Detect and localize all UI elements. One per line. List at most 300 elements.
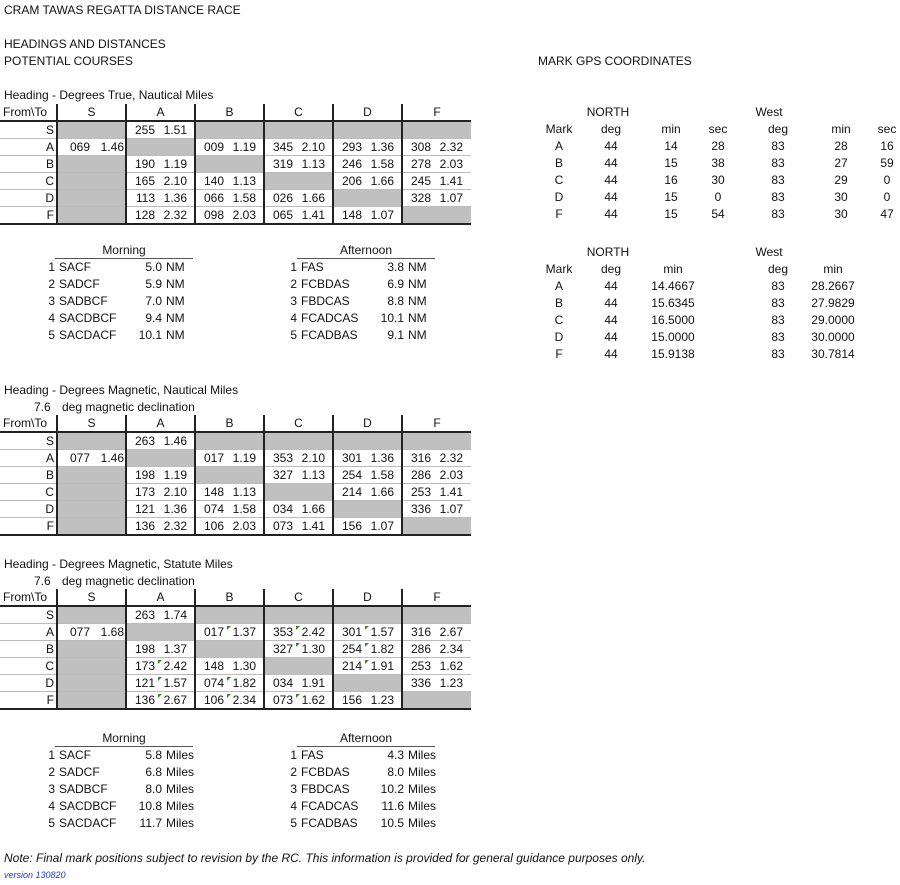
coordinate-value: 28 — [711, 139, 725, 153]
row-label-a: A — [0, 139, 57, 156]
heading-distance-cell — [126, 641, 195, 658]
empty-cell — [264, 606, 333, 624]
distance-value: 2.34 — [226, 692, 256, 708]
table-row — [0, 139, 471, 156]
course-distance: 8.8 — [387, 294, 404, 308]
course-route: SADCF — [59, 277, 100, 291]
coordinate-value: 44 — [604, 347, 618, 361]
morning-courses-miles — [0, 731, 200, 832]
course-route: FBDCAS — [301, 294, 350, 308]
coordinate-value: 30 — [711, 173, 725, 187]
row-label-f: F — [0, 518, 57, 536]
heading-distance-cell — [402, 190, 471, 207]
heading-distance-cell — [402, 173, 471, 190]
coordinate-value: 14.4667 — [651, 279, 695, 293]
empty-cell — [264, 121, 333, 139]
course-unit: Miles — [166, 816, 195, 830]
list-item — [242, 327, 442, 344]
heading-distance-cell — [57, 139, 126, 156]
heading-distance-cell — [126, 484, 195, 501]
distance-value: 1.41 — [439, 485, 463, 499]
column-header: sec — [877, 122, 897, 136]
west-label: West — [755, 245, 783, 259]
course-route: SACF — [59, 748, 92, 762]
heading-value: 173 — [134, 659, 155, 673]
distance-value: 1.13 — [301, 468, 325, 482]
comment-indicator-icon[interactable] — [227, 694, 231, 698]
column-header: deg — [600, 122, 622, 136]
heading-value: 198 — [134, 468, 155, 482]
distance-value: 1.91 — [301, 676, 325, 690]
distance-value: 1.07 — [439, 502, 463, 516]
row-label-c: C — [0, 658, 57, 675]
row-label-c: C — [0, 173, 57, 190]
mark-name: F — [555, 347, 563, 361]
distance-value: 1.36 — [163, 502, 187, 516]
course-unit: Miles — [408, 782, 437, 796]
coordinate-value: 47 — [880, 207, 894, 221]
heading-distance-cell — [264, 675, 333, 692]
course-list-title: Morning — [55, 243, 193, 259]
coordinate-value: 83 — [771, 313, 785, 327]
empty-cell — [57, 190, 126, 207]
column-header-f: F — [402, 589, 471, 606]
course-number: 5 — [290, 328, 297, 342]
empty-cell — [126, 139, 195, 156]
heading-value: 009 — [203, 140, 224, 154]
distance-value: 1.46 — [100, 140, 124, 154]
list-item — [242, 781, 442, 798]
course-route: FCBDAS — [301, 277, 350, 291]
course-unit: NM — [166, 277, 185, 291]
heading-value: 148 — [341, 208, 362, 222]
distance-value: 1.13 — [232, 174, 256, 188]
distance-value: 2.10 — [301, 140, 325, 154]
course-distance: 5.0 — [145, 260, 162, 274]
distance-value: 1.58 — [232, 502, 256, 516]
course-route: SADBCF — [59, 294, 108, 308]
row-label-a: A — [0, 624, 57, 641]
row-label-s: S — [0, 121, 57, 139]
west-label: West — [755, 105, 783, 119]
course-unit: NM — [166, 328, 185, 342]
heading-value: 263 — [134, 434, 155, 448]
heading-value: 077 — [69, 451, 90, 465]
distance-value: 1.57 — [157, 675, 187, 691]
empty-cell — [57, 156, 126, 173]
table-row — [0, 641, 471, 658]
course-unit: Miles — [166, 765, 195, 779]
heading-value: 026 — [272, 191, 293, 205]
heading-distance-cell — [195, 484, 264, 501]
coordinate-value: 83 — [771, 330, 785, 344]
list-item — [0, 259, 200, 276]
empty-cell — [402, 432, 471, 450]
column-header-s: S — [57, 415, 126, 432]
list-item — [242, 747, 442, 764]
comment-indicator-icon[interactable] — [296, 626, 300, 630]
list-item — [0, 815, 200, 832]
heading-distance-cell — [195, 501, 264, 518]
distance-value: 1.07 — [370, 208, 394, 222]
header-row — [0, 589, 471, 606]
empty-cell — [195, 432, 264, 450]
comment-indicator-icon[interactable] — [296, 643, 300, 647]
list-item — [0, 764, 200, 781]
list-item — [242, 276, 442, 293]
course-distance: 7.0 — [145, 294, 162, 308]
course-number: 5 — [48, 328, 55, 342]
distance-value: 1.23 — [370, 693, 394, 707]
heading-value: 255 — [134, 123, 155, 137]
distance-value: 1.13 — [232, 485, 256, 499]
heading-distance-cell — [264, 641, 333, 658]
course-distance: 6.8 — [145, 765, 162, 779]
heading-distance-cell — [264, 139, 333, 156]
empty-cell — [57, 501, 126, 518]
row-label-s: S — [0, 432, 57, 450]
heading-distance-cell — [402, 139, 471, 156]
heading-distance-cell — [402, 624, 471, 641]
distance-value: 1.19 — [232, 140, 256, 154]
course-number: 3 — [290, 294, 297, 308]
empty-cell — [402, 692, 471, 710]
heading-value: 136 — [134, 693, 155, 707]
table-mag-nm-title: Heading - Degrees Magnetic, Nautical Miles — [4, 383, 239, 397]
list-item — [242, 798, 442, 815]
heading-distance-cell — [195, 624, 264, 641]
course-route: FBDCAS — [301, 782, 350, 796]
course-route: FAS — [301, 260, 324, 274]
column-header-b: B — [195, 104, 264, 121]
heading-distance-cell — [333, 450, 402, 467]
heading-value: 156 — [341, 519, 362, 533]
heading-value: 148 — [203, 659, 224, 673]
comment-indicator-icon[interactable] — [227, 677, 231, 681]
distance-value: 2.67 — [157, 692, 187, 708]
distance-value: 1.82 — [364, 641, 394, 657]
course-list-title: Morning — [55, 731, 193, 747]
empty-cell — [57, 606, 126, 624]
distance-value: 1.19 — [163, 468, 187, 482]
course-unit: Miles — [408, 748, 437, 762]
coordinate-value: 44 — [604, 207, 618, 221]
afternoon-courses-miles — [242, 731, 442, 832]
heading-distance-cell — [402, 501, 471, 518]
heading-value: 353 — [272, 451, 293, 465]
course-number: 1 — [290, 748, 297, 762]
distance-value: 2.42 — [157, 658, 187, 674]
course-distance: 8.0 — [387, 765, 404, 779]
coordinate-value: 54 — [711, 207, 725, 221]
column-header-d: D — [333, 589, 402, 606]
course-distance: 8.0 — [145, 782, 162, 796]
distance-value: 1.58 — [232, 191, 256, 205]
coordinate-value: 83 — [771, 190, 785, 204]
course-distance: 6.9 — [387, 277, 404, 291]
heading-value: 263 — [134, 608, 155, 622]
course-number: 2 — [48, 277, 55, 291]
course-distance: 9.1 — [387, 328, 404, 342]
empty-cell — [195, 606, 264, 624]
coordinate-value: 0 — [883, 173, 891, 187]
heading-value: 190 — [134, 157, 155, 171]
table-row — [0, 467, 471, 484]
empty-cell — [57, 675, 126, 692]
empty-cell — [57, 121, 126, 139]
distance-value: 2.10 — [163, 485, 187, 499]
heading-table-magnetic-statute — [0, 589, 471, 710]
heading-distance-cell — [126, 518, 195, 536]
coordinate-value: 27 — [834, 156, 848, 170]
coordinate-value: 83 — [771, 347, 785, 361]
distance-value: 1.41 — [301, 208, 325, 222]
heading-table-true-nm — [0, 104, 471, 225]
empty-cell — [333, 432, 402, 450]
declination-value: 7.6 — [34, 574, 51, 588]
row-label-d: D — [0, 675, 57, 692]
distance-value: 1.66 — [301, 502, 325, 516]
heading-value: 278 — [410, 157, 431, 171]
distance-value: 1.46 — [100, 451, 124, 465]
course-unit: NM — [408, 260, 427, 274]
distance-value: 2.32 — [439, 451, 463, 465]
course-number: 2 — [48, 765, 55, 779]
heading-distance-cell — [264, 467, 333, 484]
declination-label: deg magnetic declination — [62, 400, 195, 414]
course-number: 3 — [290, 782, 297, 796]
coordinate-value: 44 — [604, 279, 618, 293]
coordinate-value: 15.6345 — [651, 296, 695, 310]
header-row — [0, 415, 471, 432]
gps-section-title: MARK GPS COORDINATES — [538, 54, 692, 68]
table-row — [0, 624, 471, 641]
heading-value: 214 — [341, 485, 362, 499]
mark-name: D — [554, 330, 564, 344]
heading-distance-cell — [333, 207, 402, 225]
heading-distance-cell — [126, 658, 195, 675]
column-header-d: D — [333, 415, 402, 432]
column-header-a: A — [126, 589, 195, 606]
table-row — [0, 606, 471, 624]
afternoon-courses-nm — [242, 243, 442, 344]
distance-value: 1.37 — [163, 642, 187, 656]
comment-indicator-icon[interactable] — [158, 660, 162, 664]
mark-name: A — [554, 139, 563, 153]
heading-value: 106 — [203, 519, 224, 533]
row-label-c: C — [0, 484, 57, 501]
empty-cell — [57, 692, 126, 710]
distance-value: 1.07 — [370, 519, 394, 533]
coordinate-value: 27.9829 — [811, 296, 855, 310]
empty-cell — [57, 207, 126, 225]
table-row — [0, 675, 471, 692]
heading-value: 148 — [203, 485, 224, 499]
list-item — [242, 310, 442, 327]
column-header-d: D — [333, 104, 402, 121]
heading-distance-cell — [195, 450, 264, 467]
heading-value: 065 — [272, 208, 293, 222]
course-number: 1 — [48, 260, 55, 274]
course-distance: 5.9 — [145, 277, 162, 291]
coordinate-value: 30 — [834, 207, 848, 221]
document-title: CRAM TAWAS REGATTA DISTANCE RACE — [4, 3, 241, 17]
heading-distance-cell — [402, 450, 471, 467]
course-unit: NM — [408, 294, 427, 308]
coordinate-value: 0 — [883, 190, 891, 204]
heading-distance-cell — [126, 692, 195, 710]
course-number: 5 — [48, 816, 55, 830]
distance-value: 1.62 — [295, 692, 325, 708]
course-number: 1 — [48, 748, 55, 762]
distance-value: 2.03 — [232, 208, 256, 222]
coordinate-value: 38 — [711, 156, 725, 170]
heading-value: 254 — [341, 642, 362, 656]
heading-value: 286 — [410, 642, 431, 656]
empty-cell — [195, 121, 264, 139]
course-unit: NM — [408, 311, 427, 325]
coordinate-value: 83 — [771, 279, 785, 293]
heading-value: 098 — [203, 208, 224, 222]
column-header: sec — [708, 122, 728, 136]
heading-distance-cell — [264, 450, 333, 467]
distance-value: 1.19 — [163, 157, 187, 171]
course-route: SADBCF — [59, 782, 108, 796]
column-header-c: C — [264, 589, 333, 606]
distance-value: 2.03 — [439, 468, 463, 482]
course-list-title: Afternoon — [297, 731, 435, 747]
heading-distance-cell — [57, 450, 126, 467]
comment-indicator-icon[interactable] — [158, 677, 162, 681]
comment-indicator-icon[interactable] — [365, 626, 369, 630]
list-item — [0, 798, 200, 815]
distance-value: 1.07 — [439, 191, 463, 205]
heading-value: 136 — [134, 519, 155, 533]
heading-distance-cell — [333, 658, 402, 675]
heading-distance-cell — [195, 139, 264, 156]
heading-value: 165 — [134, 174, 155, 188]
distance-value: 1.66 — [370, 485, 394, 499]
course-unit: NM — [166, 294, 185, 308]
heading-distance-cell — [333, 156, 402, 173]
distance-value: 1.66 — [301, 191, 325, 205]
heading-distance-cell — [333, 692, 402, 710]
heading-value: 128 — [134, 208, 155, 222]
row-label-f: F — [0, 207, 57, 225]
table-row — [0, 190, 471, 207]
heading-value: 246 — [341, 157, 362, 171]
column-header-c: C — [264, 104, 333, 121]
heading-value: 253 — [410, 485, 431, 499]
distance-value: 1.30 — [295, 641, 325, 657]
distance-value: 1.58 — [370, 157, 394, 171]
course-route: SACF — [59, 260, 92, 274]
distance-value: 2.34 — [439, 642, 463, 656]
coordinate-value: 83 — [771, 207, 785, 221]
course-number: 4 — [290, 311, 297, 325]
section-heading-headings: HEADINGS AND DISTANCES — [4, 37, 166, 51]
coordinate-value: 15 — [664, 156, 678, 170]
distance-value: 1.58 — [370, 468, 394, 482]
heading-distance-cell — [264, 156, 333, 173]
mark-name: C — [554, 313, 564, 327]
heading-value: 077 — [69, 625, 90, 639]
comment-indicator-icon[interactable] — [296, 694, 300, 698]
distance-value: 2.67 — [439, 625, 463, 639]
heading-distance-cell — [333, 139, 402, 156]
list-item — [0, 293, 200, 310]
comment-indicator-icon[interactable] — [158, 694, 162, 698]
distance-value: 2.32 — [163, 208, 187, 222]
heading-distance-cell — [333, 518, 402, 536]
table-row — [0, 207, 471, 225]
course-number: 2 — [290, 277, 297, 291]
heading-distance-cell — [126, 156, 195, 173]
course-number: 4 — [48, 311, 55, 325]
empty-cell — [333, 121, 402, 139]
coordinate-value: 83 — [771, 156, 785, 170]
coordinate-value: 83 — [771, 173, 785, 187]
course-number: 1 — [290, 260, 297, 274]
heading-value: 319 — [272, 157, 293, 171]
course-distance: 10.8 — [138, 799, 162, 813]
column-header-b: B — [195, 415, 264, 432]
comment-indicator-icon[interactable] — [365, 660, 369, 664]
heading-distance-cell — [126, 675, 195, 692]
column-header: min — [661, 122, 681, 136]
version-label: version 130820 — [4, 870, 66, 880]
heading-distance-cell — [126, 207, 195, 225]
comment-indicator-icon[interactable] — [365, 643, 369, 647]
disclaimer-note: Note: Final mark positions subject to revision by the RC. This information is provided for general guidance purposes only. — [4, 851, 646, 865]
heading-distance-cell — [126, 501, 195, 518]
heading-distance-cell — [126, 432, 195, 450]
course-distance: 5.8 — [145, 748, 162, 762]
distance-value: 1.91 — [364, 658, 394, 674]
coordinate-value: 44 — [604, 313, 618, 327]
empty-cell — [195, 641, 264, 658]
column-header: deg — [767, 122, 789, 136]
empty-cell — [57, 658, 126, 675]
column-header-a: A — [126, 104, 195, 121]
empty-cell — [57, 641, 126, 658]
heading-distance-cell — [333, 173, 402, 190]
gps-coordinates-dms — [530, 104, 900, 224]
distance-value: 1.82 — [226, 675, 256, 691]
distance-value: 1.36 — [163, 191, 187, 205]
course-route: SACDBCF — [59, 311, 117, 325]
course-number: 4 — [290, 799, 297, 813]
heading-distance-cell — [126, 190, 195, 207]
list-item — [242, 764, 442, 781]
column-header: Mark — [545, 122, 573, 136]
comment-indicator-icon[interactable] — [227, 626, 231, 630]
course-unit: Miles — [408, 765, 437, 779]
course-distance: 10.1 — [138, 328, 162, 342]
table-row — [0, 432, 471, 450]
heading-value: 316 — [410, 451, 431, 465]
empty-cell — [126, 624, 195, 641]
distance-value: 1.23 — [439, 676, 463, 690]
row-label-s: S — [0, 606, 57, 624]
heading-distance-cell — [402, 467, 471, 484]
distance-value: 1.46 — [163, 434, 187, 448]
coordinate-value: 16 — [880, 139, 894, 153]
course-unit: NM — [408, 277, 427, 291]
coordinate-value: 28 — [834, 139, 848, 153]
heading-value: 316 — [410, 625, 431, 639]
table-row — [0, 156, 471, 173]
